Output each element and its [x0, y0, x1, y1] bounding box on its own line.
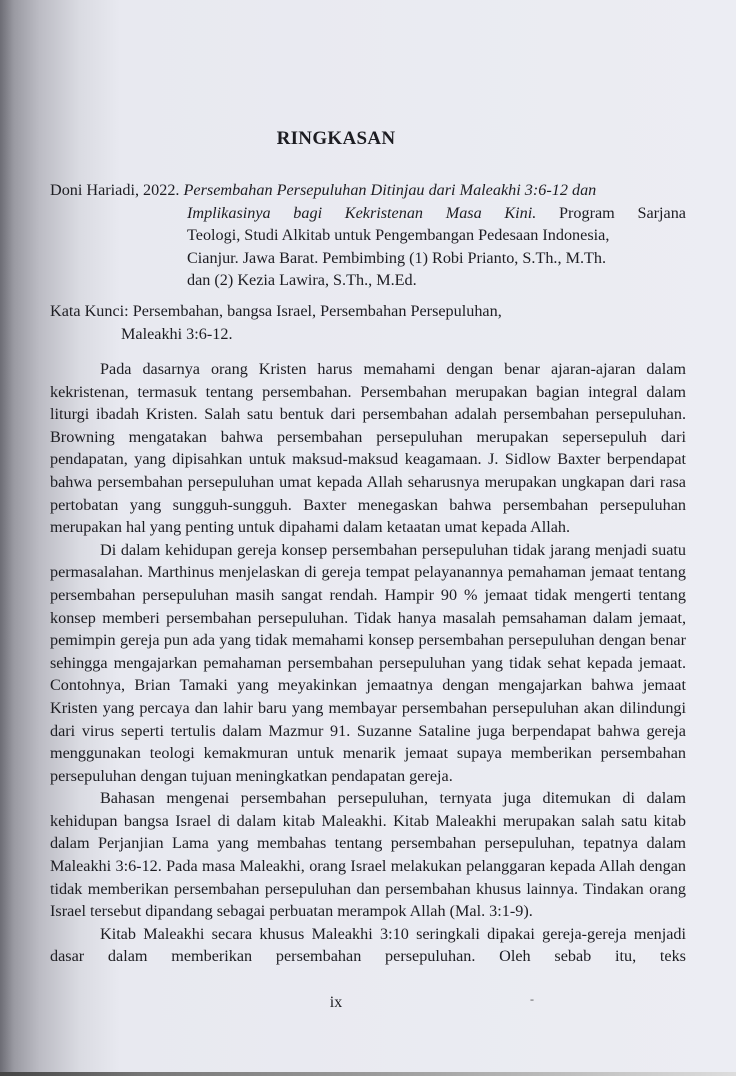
- citation-block: [50, 179, 686, 292]
- scan-bottom-edge: [0, 1072, 736, 1076]
- paragraph-2: Di dalam kehidupan gereja konsep persembahan persepuluhan tidak jarang menjadi suatu permasalahan. Marthinus menjelaskan di gereja tempat pelayanannya pemahaman jemaat tentang persembahan persepuluhan masih sangat rendah. Hampir 90 % jemaat tidak mengerti tentang konsep memberi persembahan persepuluhan. Tidak hanya masalah pemsahaman dalam jemaat, pemimpin gereja pun ada yang tidak memahami konsep persembahan persepuluhan dengan benar sehingga mengajarkan pemahaman persembahan persepuluhan yang tidak sehat kepada jemaat. Contohnya, Brian Tamaki yang meyakinkan jemaatnya dengan mengajarkan bahwa jemaat Kristen yang percaya dan lahir baru yang membayar persembahan persepuluhan akan dilindungi dari virus seperti tertulis dalam Mazmur 91. Suzanne Sataline juga berpendapat bahwa gereja menggunakan teologi kemakmuran untuk menarik jemaat supaya memberikan persembahan persepuluhan dengan tujuan meningkatkan pendapatan gereja.: [50, 540, 686, 785]
- citation-title-part-2: Implikasinya bagi Kekristenan Masa Kini.: [187, 203, 537, 222]
- keywords-line-1: Kata Kunci: Persembahan, bangsa Israel, Persembahan Persepuluhan,: [50, 302, 502, 320]
- citation-line-5: dan (2) Kezia Lawira, S.Th., M.Ed.: [187, 271, 417, 289]
- paragraph-3: Bahasan mengenai persembahan persepuluhan, ternyata juga ditemukan di dalam kehidupan bangsa Israel di dalam kitab Maleakhi. Kitab Maleakhi merupakan salah satu kitab dalam Perjanjian Lama yang membahas tentang persembahan persepuluhan, tepatnya dalam Maleakhi 3:6-12. Pada masa Maleakhi, orang Israel melakukan pelanggaran kepada Allah dengan tidak memberikan persembahan persepuluhan dan persembahan khusus lainnya. Tindakan orang Israel tersebut dipandang sebagai perbuatan merampok Allah (Mal. 3:1-9).: [50, 789, 686, 921]
- citation-title-part-1: Persembahan Persepuluhan Ditinjau dari Maleakhi 3:6-12 dan: [183, 181, 597, 199]
- paragraph-4: Kitab Maleakhi secara khusus Maleakhi 3:10 seringkali dipakai gereja-gereja menjadi dasar dalam memberikan persembahan persepuluhan. Oleh sebab itu, teks: [50, 924, 686, 966]
- scan-speck: -: [530, 992, 534, 1006]
- paragraph-1: Pada dasarnya orang Kristen harus memahami dengan benar ajaran-ajaran dalam kekristenan, termasuk tentang persembahan. Persembahan merupakan bagian integral dalam liturgi ibadah Kristen. Salah satu bentuk dari persembahan adalah persembahan persepuluhan. Browning mengatakan bahwa persembahan persepuluhan merupakan sepersepuluh dari pendapatan, yang dipisahkan untuk maksud-maksud keagamaan. J. Sidlow Baxter berpendapat bahwa persembahan persepuluhan umat kepada Allah seharusnya merupakan ungkapan dari rasa pertobatan yang sungguh-sungguh. Baxter menegaskan bahwa persembahan persepuluhan merupakan hal yang penting untuk dipahami dalam ketaatan umat kepada Allah.: [50, 360, 686, 537]
- citation-program: Program Sarjana: [559, 203, 686, 222]
- keywords-block: [50, 300, 686, 345]
- page-number: ix: [329, 994, 343, 1011]
- citation-line-1: [50, 179, 686, 202]
- citation-line-2: [50, 202, 686, 225]
- citation-line-3: Teologi, Studi Alkitab untuk Pengembangan Pedesaan Indonesia,: [187, 226, 610, 244]
- citation-line-4: Cianjur. Jawa Barat. Pembimbing (1) Robi Prianto, S.Th., M.Th.: [187, 248, 607, 267]
- citation-author-year: Doni Hariadi, 2022.: [50, 181, 180, 199]
- summary-body: [50, 358, 686, 968]
- keywords-line-2: Maleakhi 3:6-12.: [121, 324, 233, 343]
- page-title: RINGKASAN: [276, 128, 396, 149]
